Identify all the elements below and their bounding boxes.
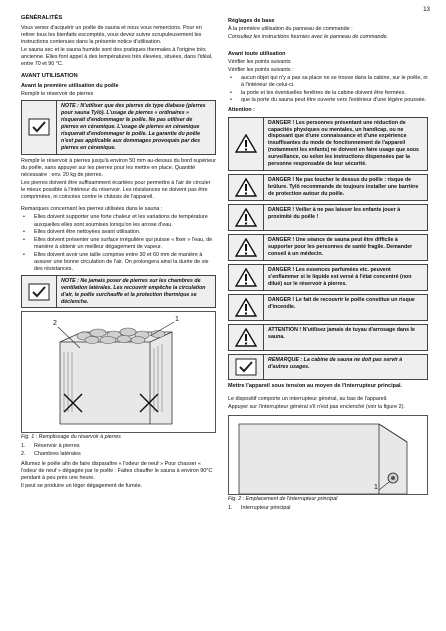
smoke-paragraph: Il peut se produire un léger dégagement de fumée. <box>21 483 143 490</box>
warning-triangle-icon <box>229 295 263 320</box>
heater-base-illustration <box>229 416 427 494</box>
figure-2-main-switch <box>228 415 428 495</box>
base-settings-paragraph-2: Consultez les instructions fournies avec le panneau de commande. <box>228 34 389 41</box>
attention-box-hose <box>228 324 428 351</box>
note-stones-type <box>21 100 216 154</box>
stones-remarks-list <box>21 214 216 273</box>
fill-paragraph-1: Remplir le réservoir à pierres jusqu'à environ 50 mm au-dessus du bord supérieur du poêle, sans appuyer sur les pierres pour les mettre en place. Quantité nécessaire : env. 20 kg de pierres. <box>21 157 216 178</box>
before-each-use-title: Avant toute utilisation <box>228 50 286 57</box>
checkmark-note-icon <box>22 101 56 153</box>
checkmark-note-icon <box>229 355 263 379</box>
page-number: 13 <box>423 6 430 13</box>
warning-triangle-icon <box>229 205 263 230</box>
list-item: • Elles doivent présenter une surface irrégulière qui puisse « fixer » l'eau, de manière à obtenir un meilleur dégagement de vapeur. <box>21 237 216 251</box>
before-use-title: AVANT UTILISATION <box>21 73 78 80</box>
figure-1-callout-2: 2 <box>53 320 57 328</box>
danger-box-supervision <box>228 117 428 171</box>
figure-2-caption: Fig. 2 : Emplacement de l'interrupteur principal <box>228 496 338 503</box>
danger-box-essences <box>228 264 428 291</box>
power-paragraph-2: Appuyer sur l'interrupteur général s'il n'est pas enclenché (voir la figure 2). <box>228 404 405 411</box>
fill-reservoir-label: Remplir le réservoir de pierres <box>21 91 94 98</box>
checkmark-note-icon <box>22 276 56 308</box>
figure-2-legend <box>228 505 428 512</box>
new-smell-paragraph: Allumez le poêle afin de faire disparaître « l'odeur de neuf » Pour chasser « l'odeur de neuf » dégagée par le poêle : Faites chauffer le sauna à environ 90°C pendant à peu près une heure. <box>21 460 213 481</box>
list-item: 2. Chambres latérales <box>21 450 81 457</box>
danger-text: DANGER ! Ne pas toucher le dessus du poêle : risque de brûlure. Tylö recommande de toujours installer une barrière de protection autour du poêle. <box>263 175 427 200</box>
danger-text: DANGER ! Une séance de sauna peut être difficile à supporter pour les personnes de santé fragile. Demander conseil à un médecin. <box>263 235 427 260</box>
danger-box-health <box>228 234 428 261</box>
figure-1-stone-reservoir <box>21 311 216 433</box>
base-settings-paragraph-1: À la première utilisation du panneau de commande : <box>228 26 353 33</box>
danger-text: DANGER ! Les personnes présentant une réduction de capacités physiques ou mentales, un handicap, ou ne disposant que d'une connaissance et d'une expérience insuffisantes du mode de fonctionnement de l'appareil (notamment les enfants) ne doivent en faire usage que sous surveillance, ou selon les instructions dispensées par la personne responsable de leur sécurité. <box>263 118 427 170</box>
list-item: • aucun objet qui n'y a pas sa place ne se trouve dans la cabine, sur le poêle, ni à l'intérieur de celui-ci. <box>228 75 428 89</box>
general-title: GÉNÉRALITÉS <box>21 15 63 21</box>
first-use-title: Avant la première utilisation du poêle <box>21 83 119 90</box>
fill-paragraph-2: Les pierres doivent être suffisamment écartées pour permettre à l'air de circuler le mieux possible à l'intérieur du réservoir. Les résistances ne doivent pas être comprimées, ni coincées contre le châssis de l'appareil. <box>21 179 211 201</box>
list-item: • Elles doivent être nettoyées avant utilisation. <box>21 229 216 236</box>
attention-text: ATTENTION ! N'utilisez jamais de tuyau d'arrosage dans le sauna. <box>263 325 427 350</box>
figure-1-legend <box>21 443 216 457</box>
left-column <box>21 15 216 491</box>
figure-1-caption: Fig. 1 : Remplissage du réservoir à pierres <box>21 434 121 441</box>
heater-illustration <box>22 312 215 432</box>
attention-label: Attention : <box>228 106 255 113</box>
check-line-2: Vérifier les points suivants : <box>228 66 294 73</box>
figure-2-callout-1: 1 <box>374 484 378 492</box>
remark-text: REMARQUE : La cabine de sauna ne doit pas servir à d'autres usages. <box>263 355 427 379</box>
list-item: • que la porte du sauna peut être ouverte vers l'extérieur d'une légère poussée. <box>228 97 428 104</box>
warning-triangle-icon <box>229 235 263 260</box>
danger-box-burn <box>228 174 428 201</box>
general-paragraph-2: Le sauna sec et le sauna humide sont des pratiques thermales à l'origine très ancienne. Elles font appel à des températures très élevées, situées, dans l'idéal, entre 70 et 90 °C. <box>21 47 213 68</box>
danger-box-children <box>228 204 428 231</box>
danger-text: DANGER ! Veiller à ne pas laisser les enfants jouer à proximité du poêle ! <box>263 205 427 230</box>
power-on-title: Mettre l'appareil sous tension au moyen de l'interrupteur principal. <box>228 382 403 389</box>
check-line-1: Vérifier les points suivants <box>228 58 291 65</box>
remarks-intro: Remarques concernant les pierres utilisées dans le sauna : <box>21 206 163 213</box>
figure-1-callout-1: 1 <box>175 316 179 324</box>
general-paragraph-1: Vous venez d'acquérir un poêle de sauna et nous vous remercions. Pour en retirer tous les bienfaits escomptés, vous devez suivre scrupuleusement les instructions contenues dans la présente notice d'utilisation. <box>21 24 202 45</box>
warning-triangle-icon <box>229 118 263 170</box>
note-stones-type-text: NOTE : N'utiliser que des pierres de type diabase (pierres pour sauna Tylö). L'usage de pierres « ordinaires » risquerait d'endommager le poêle. Ne pas utiliser de pierres en céramique. L'usage de pierres en céramique risquerait d'endommager le poêle. La garantie du poêle n'est pas applicable aux dommages provoqués par des pierres en céramique. <box>56 101 215 153</box>
list-item: • Elles doivent supporter une forte chaleur et les variations de température auxquelles elles sont soumises lorsqu'on les arrose d'eau. <box>21 214 216 228</box>
danger-box-fire <box>228 294 428 321</box>
warning-triangle-icon <box>229 265 263 290</box>
danger-text: DANGER ! Le fait de recouvrir le poêle constitue un risque d'incendie. <box>263 295 427 320</box>
power-paragraph-1: Le dispositif comporte un interrupteur général, au bas de l'appareil. <box>228 396 388 402</box>
warning-triangle-icon <box>229 175 263 200</box>
list-item: • la porte et les éventuelles fenêtres de la cabine doivent être fermées. <box>228 90 428 97</box>
danger-text: DANGER ! Les essences parfumées etc. peuvent s'enflammer si le liquide est versé à l'état concentré (non dilué) sur le réservoir à pierres. <box>263 265 427 290</box>
list-item: • Elles doivent avoir une taille comprise entre 30 et 60 mm de manière à assurer une bonne circulation de l'air. On prolongera ainsi la durée de vie des résistances. <box>21 252 216 273</box>
note-side-chambers-text: NOTE : Ne jamais poser de pierres sur les chambres de ventilation latérales. Les recouvrir empêche la circulation d'air, le poêle surchauffe et la protection thermique se déclenche. <box>56 276 215 308</box>
list-item: 1. Réservoir à pierres <box>21 443 80 450</box>
list-item: 1. Interrupteur principal <box>228 505 291 512</box>
warning-triangle-icon <box>229 325 263 350</box>
note-side-chambers <box>21 275 216 309</box>
check-list <box>228 75 428 105</box>
remark-box-usage <box>228 354 428 380</box>
right-column <box>228 15 428 515</box>
base-settings-title: Réglages de base <box>228 18 275 24</box>
